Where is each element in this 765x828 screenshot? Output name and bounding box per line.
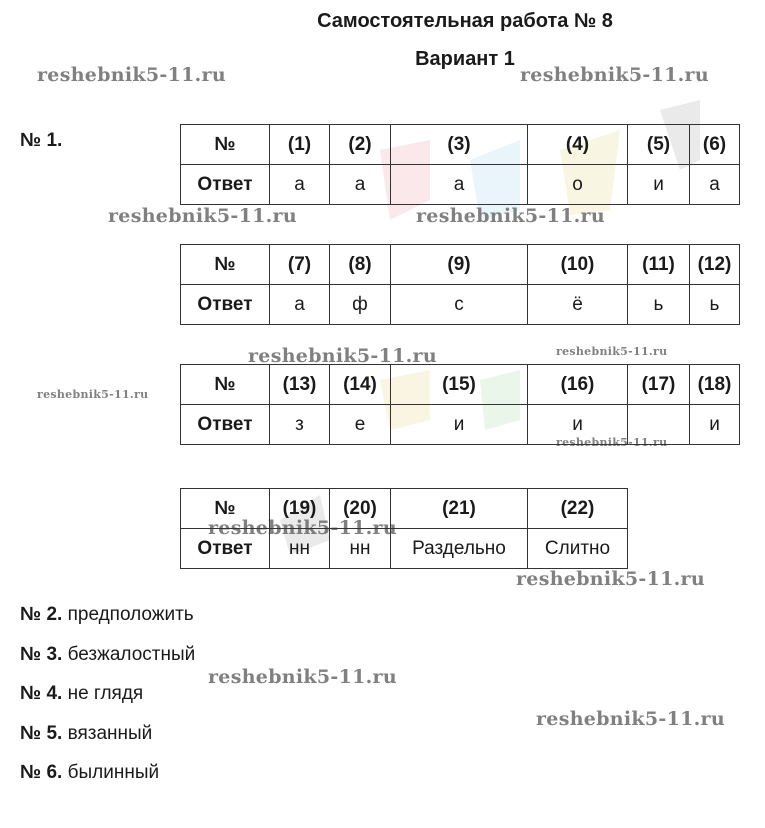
num-cell: (16) [528,365,628,405]
num-cell: (12) [690,245,740,285]
table-row [181,165,740,205]
answer-cell: и [628,165,690,205]
watermark-text: reshebnik5-11.ru [248,345,437,367]
task-2 [20,604,194,626]
watermark-text: reshebnik5-11.ru [536,708,725,730]
answer-cell: ф [330,285,391,325]
num-cell: (21) [391,489,528,529]
answer-cell: а [270,285,330,325]
answer-cell: нн [270,529,330,569]
num-cell: (5) [628,125,690,165]
num-cell: (9) [391,245,528,285]
table-row [181,405,740,445]
watermark-text: reshebnik5-11.ru [416,205,605,227]
task-2-answer: предположить [67,604,194,625]
answer-cell: ё [528,285,628,325]
watermark-text: reshebnik5-11.ru [520,64,709,86]
task-3-answer: безжалостный [67,644,196,665]
table-row [181,245,740,285]
task-4-num: № 4. [20,683,63,704]
num-cell: (17) [628,365,690,405]
num-cell: (3) [391,125,528,165]
answer-cell: ь [628,285,690,325]
row-header-num: № [181,489,270,529]
watermark-text: reshebnik5-11.ru [108,205,297,227]
task-2-num: № 2. [20,604,63,625]
task-3 [20,644,195,666]
watermark-text: reshebnik5-11.ru [208,666,397,688]
num-cell: (15) [391,365,528,405]
answer-cell: а [391,165,528,205]
answer-table-2 [180,244,740,325]
row-header-answer: Ответ [181,165,270,205]
task-6 [20,762,159,784]
answer-cell: а [690,165,740,205]
num-cell: (18) [690,365,740,405]
answer-cell: о [528,165,628,205]
variant-title: Вариант 1 [415,48,515,70]
watermark-text: reshebnik5-11.ru [556,345,668,358]
task-6-answer: былинный [67,762,160,783]
num-cell: (22) [528,489,628,529]
answer-cell [628,405,690,445]
answer-cell: нн [330,529,391,569]
table-row [181,125,740,165]
table-row [181,285,740,325]
num-cell: (13) [270,365,330,405]
row-header-answer: Ответ [181,405,270,445]
num-cell: (10) [528,245,628,285]
answer-cell: Раздельно [391,529,528,569]
num-cell: (2) [330,125,391,165]
num-cell: (8) [330,245,391,285]
task-6-num: № 6. [20,762,63,783]
row-header-answer: Ответ [181,529,270,569]
watermark-text: reshebnik5-11.ru [516,568,705,590]
answer-cell: и [528,405,628,445]
num-cell: (1) [270,125,330,165]
row-header-num: № [181,125,270,165]
watermark-text: reshebnik5-11.ru [208,517,397,539]
num-cell: (4) [528,125,628,165]
page-title: Самостоятельная работа № 8 [317,10,613,32]
num-cell: (19) [270,489,330,529]
task-4-answer: не глядя [67,683,144,704]
watermark-text: reshebnik5-11.ru [556,436,668,449]
table-row [181,365,740,405]
answer-cell: и [391,405,528,445]
watermark-text: reshebnik5-11.ru [37,388,149,401]
answer-cell: и [690,405,740,445]
task-5-num: № 5. [20,723,63,744]
answer-cell: а [330,165,391,205]
task-5 [20,723,152,745]
answer-table-4 [180,488,628,569]
answer-cell: Слитно [528,529,628,569]
num-cell: (7) [270,245,330,285]
task-3-num: № 3. [20,644,63,665]
table-row [181,489,628,529]
row-header-num: № [181,365,270,405]
answer-table-3 [180,364,740,445]
task-1-label: № 1. [20,130,63,151]
answer-cell: а [270,165,330,205]
num-cell: (20) [330,489,391,529]
watermark-text: reshebnik5-11.ru [37,64,226,86]
table-row [181,529,628,569]
answer-table-1 [180,124,740,205]
answer-cell: ь [690,285,740,325]
answer-cell: с [391,285,528,325]
num-cell: (14) [330,365,391,405]
task-4 [20,683,143,705]
answer-cell: е [330,405,391,445]
num-cell: (6) [690,125,740,165]
num-cell: (11) [628,245,690,285]
task-5-answer: вязанный [67,723,153,744]
answer-cell: з [270,405,330,445]
row-header-answer: Ответ [181,285,270,325]
row-header-num: № [181,245,270,285]
